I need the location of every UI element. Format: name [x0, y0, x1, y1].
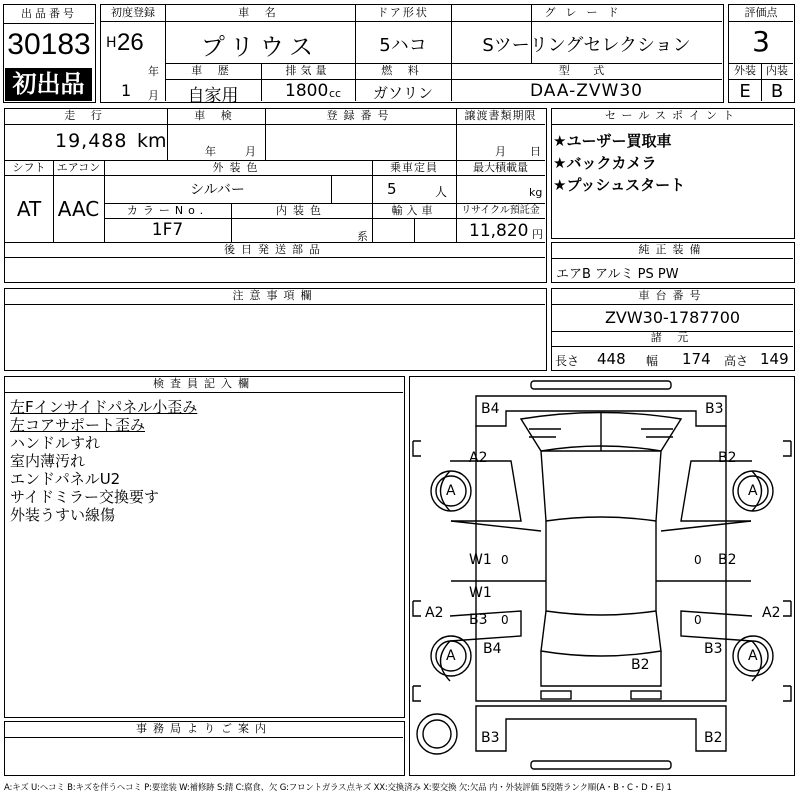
mark-a2-front-left: A2: [469, 450, 488, 466]
interior-color-label: 内装色: [276, 204, 327, 217]
damage-diagram: [409, 376, 795, 776]
sales-points-box: [551, 108, 795, 239]
lot-number-box: [3, 4, 96, 103]
era-mark: H: [106, 35, 117, 51]
first-reg-label: 初度登録: [111, 6, 155, 19]
inspector-line-1: 左Fインサイドパネル小歪み: [10, 398, 198, 416]
mark-b3-left-rear: B3: [469, 612, 488, 628]
reg-no-label: 登録番号: [326, 109, 395, 122]
notes-label: 注意事項欄: [232, 289, 318, 302]
mileage-value: 19,488: [55, 130, 128, 152]
shift-label: シフト: [12, 161, 46, 174]
mark-b2-right-door: B2: [718, 552, 737, 568]
recycle-unit: 円: [532, 228, 543, 241]
mark-b4-rear-left: B4: [483, 641, 502, 657]
mark-b2-trunk: B2: [631, 657, 650, 673]
grade-value: Sツーリングセレクション: [482, 35, 691, 56]
capacity-label: 乗車定員: [390, 161, 438, 174]
color-no-label: カラーNo.: [126, 204, 209, 217]
recycle-value: 11,820: [469, 221, 529, 241]
notes-box: [4, 288, 547, 371]
color-value: シルバー: [190, 182, 245, 198]
first-time-badge: 初出品: [5, 68, 92, 101]
width-label: 幅: [646, 354, 659, 368]
lot-number: 30183: [7, 28, 91, 61]
mark-b3-front-right: B3: [705, 401, 724, 417]
mileage-unit: km: [137, 130, 167, 152]
car-name-label: 車 名: [238, 6, 282, 19]
interior-label: 内装: [766, 64, 788, 77]
equipment-label: 純正装備: [638, 243, 707, 256]
chassis-box: [551, 288, 795, 371]
score-value: 3: [752, 25, 770, 58]
inspection-year-unit: 年: [205, 145, 216, 158]
displacement-unit: cc: [329, 87, 342, 100]
inspector-line-3: ハンドルすれ: [10, 434, 101, 452]
recycle-label: リサイクル預託金: [461, 205, 540, 216]
month-unit: 月: [148, 89, 159, 102]
mark-a2-left-side: A2: [425, 605, 444, 621]
width-value: 174: [682, 350, 711, 368]
inspector-line-6: サイドミラー交換要す: [10, 488, 159, 506]
sales-point-1: ★ユーザー買取車: [553, 132, 672, 150]
interior-grade: B: [770, 81, 784, 102]
door-value: 5ハコ: [379, 35, 427, 56]
shift-value: AT: [16, 197, 42, 221]
score-box: [728, 4, 795, 103]
equipment-box: [551, 242, 795, 283]
ac-label: エアコン: [56, 161, 101, 174]
mark-b2-front-right: B2: [718, 450, 737, 466]
details-box: [4, 108, 547, 283]
fuel-label: 燃 料: [381, 64, 425, 77]
transfer-month: 月: [495, 145, 506, 158]
sales-points-label: セールスポイント: [604, 109, 740, 122]
mark-b2-rear-bumper-right: B2: [704, 730, 723, 746]
office-label: 事務局よりご案内: [136, 722, 272, 735]
height-label: 高さ: [724, 354, 749, 368]
history-label: 車 歴: [191, 64, 235, 77]
inspector-line-5: エンドパネルU2: [10, 470, 121, 488]
model-value: DAA-ZVW30: [529, 81, 643, 101]
sales-point-2: ★バックカメラ: [553, 154, 657, 172]
color-label: 外装色: [212, 161, 264, 174]
inspector-line-7: 外装うすい線傷: [10, 506, 116, 524]
length-value: 448: [597, 350, 626, 368]
mark-zero-c: 0: [501, 613, 509, 627]
capacity-unit: 人: [435, 185, 448, 199]
inspector-line-2: 左コアサポート歪み: [10, 416, 146, 434]
chassis-label: 車台番号: [638, 289, 707, 302]
height-value: 149: [760, 350, 789, 368]
mark-a-wheel-rr: A: [748, 648, 758, 664]
car-name: プリウス: [200, 33, 320, 61]
model-label: 型 式: [558, 64, 615, 77]
exterior-grade: E: [739, 81, 751, 102]
inspector-line-4: 室内薄汚れ: [10, 452, 86, 470]
import-label: 輸入車: [391, 204, 437, 217]
inspection-label: 車 検: [194, 109, 238, 122]
chassis-value: ZVW30-1787700: [604, 308, 741, 327]
dims-label: 諸 元: [650, 331, 695, 344]
load-unit: kg: [529, 186, 543, 199]
mark-a-wheel-fl: A: [446, 483, 456, 499]
displacement-value: 1800: [285, 81, 329, 101]
displacement-label: 排気量: [285, 64, 331, 77]
load-label: 最大積載量: [473, 161, 528, 174]
inspector-label: 検査員記入欄: [153, 377, 255, 390]
transfer-day: 日: [530, 145, 541, 158]
mark-b3-rear-right: B3: [704, 641, 723, 657]
transfer-label: 譲渡書類期限: [464, 109, 537, 122]
exterior-label: 外装: [734, 64, 756, 77]
color-no-value: 1F7: [151, 220, 184, 240]
interior-color-unit: 系: [357, 230, 368, 243]
mark-w1-front-door: W1: [469, 552, 492, 568]
month-value: 1: [121, 81, 132, 100]
history-value: 自家用: [187, 86, 239, 106]
year-value: 26: [117, 29, 144, 56]
capacity-value: 5: [387, 180, 397, 198]
office-box: [4, 721, 405, 776]
fuel-value: ガソリン: [372, 84, 433, 102]
mark-b4-front-left: B4: [481, 401, 500, 417]
mark-b3-rear-bumper-left: B3: [481, 730, 500, 746]
vehicle-info-box: [100, 4, 724, 106]
mark-a-wheel-rl: A: [446, 648, 456, 664]
legend: A:キズ U:ヘコミ B:キズを伴うヘコミ P:要塗装 W:補修跡 S:錆 C:腐食、欠 G:フロントガラス点キズ XX:交換済み X:要交換 欠:欠品 内・外装評価 5段階ランク順(A・B・C・D・E) 1: [4, 783, 672, 793]
mileage-label: 走 行: [64, 109, 108, 122]
equipment-value: エアB アルミ PS PW: [556, 267, 679, 282]
later-parts-label: 後日発送部品: [224, 243, 326, 256]
sales-point-3: ★プッシュスタート: [553, 176, 686, 194]
year-unit: 年: [148, 65, 159, 78]
mark-zero-d: 0: [694, 613, 702, 627]
inspector-box: [4, 376, 405, 718]
grade-label: グレード: [544, 6, 629, 19]
lot-number-label: 出品番号: [21, 7, 77, 20]
mark-zero-a: 0: [501, 553, 509, 567]
mark-a-wheel-fr: A: [748, 483, 758, 499]
mark-w1-rear-door: W1: [469, 585, 492, 601]
mark-zero-b: 0: [694, 553, 702, 567]
score-label: 評価点: [744, 6, 778, 19]
ac-value: AAC: [57, 197, 100, 221]
mark-a2-right-side: A2: [762, 605, 781, 621]
car-diagram-svg: [410, 377, 793, 774]
length-label: 長さ: [555, 354, 580, 368]
door-label: ドア形状: [377, 6, 429, 19]
inspection-month-unit: 月: [245, 145, 256, 158]
